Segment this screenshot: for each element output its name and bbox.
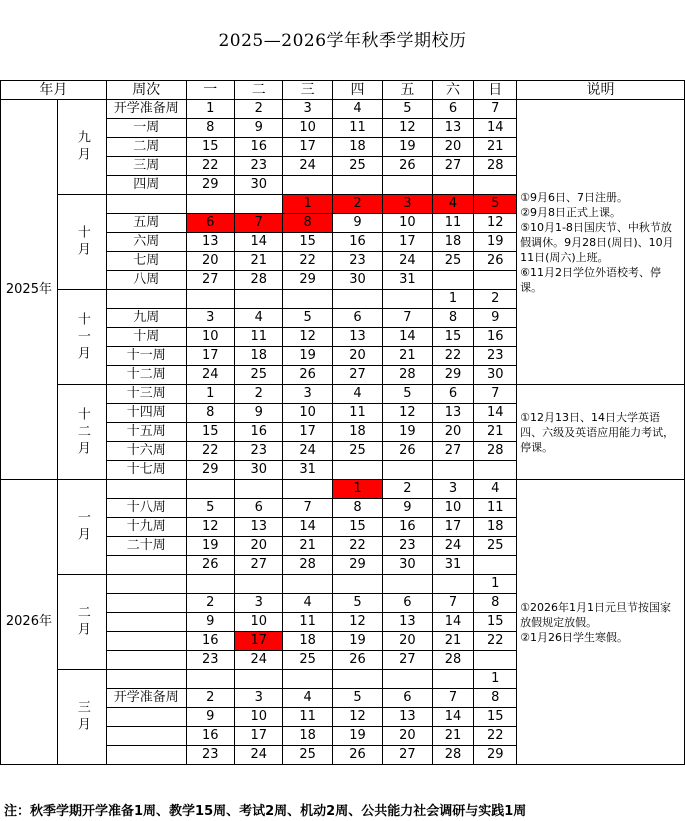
week-label: 七周 xyxy=(106,252,186,271)
week-label: 二周 xyxy=(106,138,186,157)
week-label: 五周 xyxy=(106,214,186,233)
header-row xyxy=(1,81,685,100)
header-tue: 二 xyxy=(235,81,283,100)
notes-winter: ①12月13日、14日大学英语四、六级及英语应用能力考试，停课。 xyxy=(517,385,685,480)
header-thu: 四 xyxy=(332,81,382,100)
week-label: 开学准备周 xyxy=(106,689,186,708)
week-label: 九周 xyxy=(106,309,186,328)
week-label: 十四周 xyxy=(106,404,186,423)
header-notes: 说明 xyxy=(517,81,685,100)
notes-autumn: ①9月6日、7日注册。 ②9月8日正式上课。 ⑤10月1-8日国庆节、中秋节放假调休。9月28日(周日)、10月11日(周六)上班。 ⑥11月2日学位外语校考、停课。 xyxy=(517,100,685,385)
week-label: 四周 xyxy=(106,176,186,195)
week-label: 一周 xyxy=(106,119,186,138)
week-label: 十七周 xyxy=(106,461,186,480)
header-fri: 五 xyxy=(383,81,432,100)
month-september: 九月 xyxy=(57,100,106,195)
header-mon: 一 xyxy=(186,81,234,100)
week-label: 八周 xyxy=(106,271,186,290)
header-week: 周次 xyxy=(106,81,186,100)
year-2026: 2026年 xyxy=(1,480,58,765)
week-label: 三周 xyxy=(106,157,186,176)
month-february: 二月 xyxy=(57,575,106,670)
academic-calendar-table: 年月 周次 一 二 三 四 五 六 日 说明 2025年 九月 开学准备周 1 2 3 4 5 6 7 ①9月6日、7日注册。 ②9月8日正式上课。 ⑤10月1-8日国庆节、中秋节放假调休。9月28日(周日)、10月11日(周六)上班。 ⑥11月2日学位外语校考、停课。 一周 8 9 10 11 12 13 14 二周 15 16 17 18 19 20 21 三周 22 23 24 25 26 27 28 四周 29 30 十月 1 2 3 4 5 五周 6 7 8 9 10 11 12 六周 13 14 15 16 17 18 19 七周 20 21 22 23 24 25 26 八周 27 28 29 30 31 十一月 1 2 九周 3 4 5 6 7 8 9 十周 10 11 12 13 14 15 16 十一周 17 18 19 20 21 22 23 十二周 24 25 26 27 28 29 30 十二月 十三周 1 2 3 4 5 6 7 ①12月13日、14日大学英语四、六级及英语应用能力考试，停课。 十四周 8 9 10 11 12 13 14 十五周 15 16 17 18 19 20 21 十六周 22 23 24 25 26 27 28 十七周 29 30 31 2026年 一月 1 2 3 4 ①2026年1月1日元旦节按国家放假规定放假。 ②1月26日学生寒假。 十八周 5 6 7 8 9 10 11 十九周 12 13 14 15 16 17 18 二十周 19 20 21 22 23 24 25 26 27 28 29 30 31 二月 1 2 3 4 5 6 7 8 9 10 11 12 13 14 15 16 17 18 19 20 21 22 23 24 25 26 27 28 三月 1 开学准备周 2 3 4 5 6 7 8 9 10 11 12 13 14 15 16 17 18 19 20 21 22 23 24 25 26 27 28 29 xyxy=(0,80,685,765)
month-march: 三月 xyxy=(57,670,106,765)
week-label: 十五周 xyxy=(106,423,186,442)
week-label: 十周 xyxy=(106,328,186,347)
footer-note: 注：秋季学期开学准备1周、教学15周、考试2周、机动2周、公共能力社会调研与实践1周 xyxy=(4,804,527,819)
calendar-title: 2025—2026学年秋季学期校历 xyxy=(218,31,467,51)
week-label: 十六周 xyxy=(106,442,186,461)
week-label: 开学准备周 xyxy=(106,100,186,119)
header-year-month: 年月 xyxy=(1,81,107,100)
header-wed: 三 xyxy=(283,81,332,100)
month-november: 十一月 xyxy=(57,290,106,385)
week-label: 六周 xyxy=(106,233,186,252)
week-label: 十三周 xyxy=(106,385,186,404)
header-sat: 六 xyxy=(432,81,474,100)
week-label: 十八周 xyxy=(106,499,186,518)
month-october: 十月 xyxy=(57,195,106,290)
year-2025: 2025年 xyxy=(1,100,58,480)
week-label: 十二周 xyxy=(106,366,186,385)
month-january: 一月 xyxy=(57,480,106,575)
header-sun: 日 xyxy=(474,81,517,100)
week-label: 十九周 xyxy=(106,518,186,537)
notes-spring: ①2026年1月1日元旦节按国家放假规定放假。 ②1月26日学生寒假。 xyxy=(517,480,685,765)
week-label: 二十周 xyxy=(106,537,186,556)
month-december: 十二月 xyxy=(57,385,106,480)
week-label: 十一周 xyxy=(106,347,186,366)
